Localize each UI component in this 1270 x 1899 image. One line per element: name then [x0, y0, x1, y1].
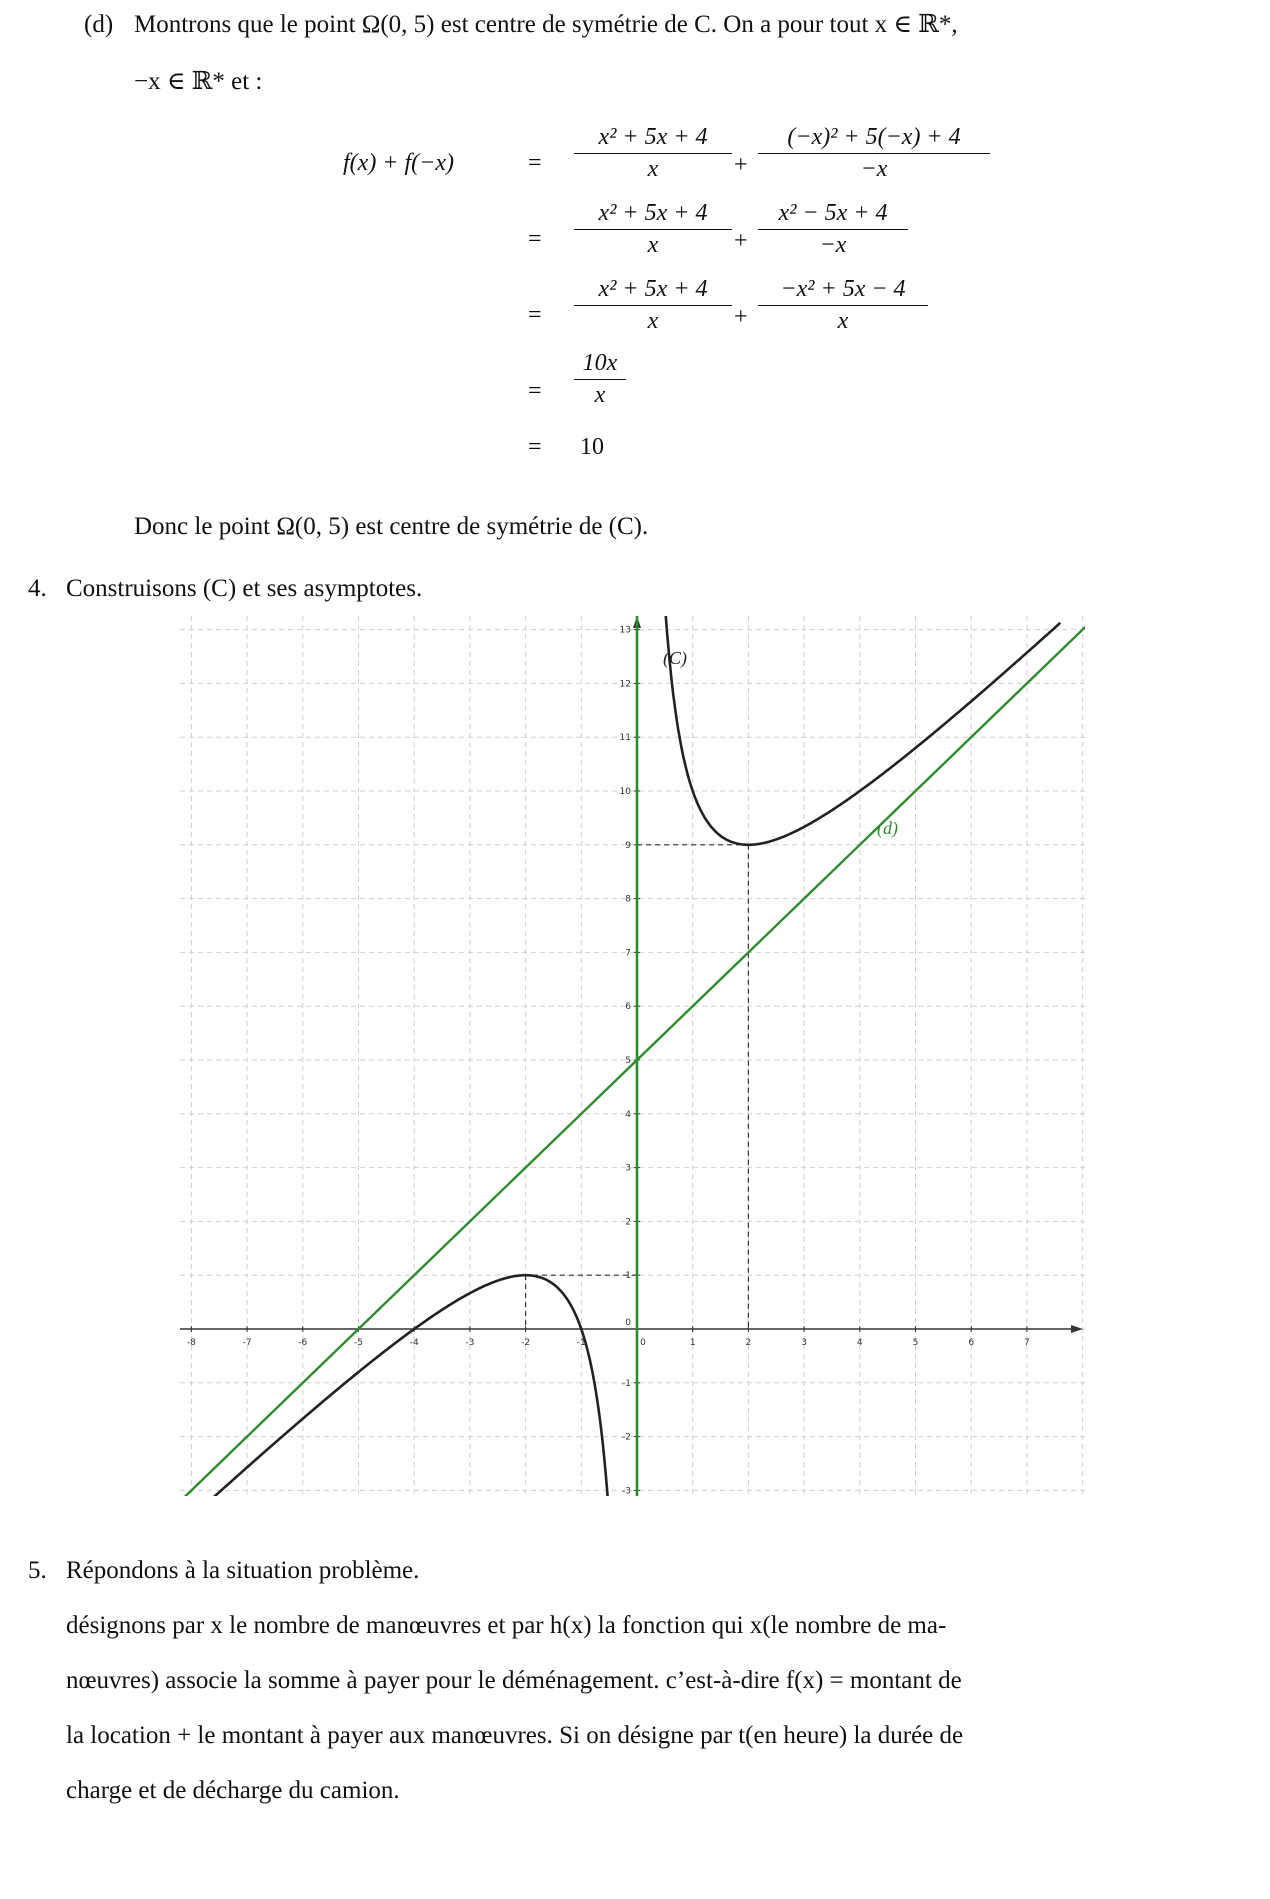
- y-tick-label: 0: [625, 1318, 631, 1328]
- numerator: x² + 5x + 4: [574, 124, 732, 154]
- paragraph-line-3: la location + le montant à payer aux manœuvres. Si on désigne par t(en heure) la durée de: [66, 1722, 964, 1749]
- section-5-number: 5.: [28, 1557, 47, 1584]
- y-tick-label: 13: [619, 625, 631, 636]
- x-tick-label: 0: [640, 1338, 646, 1348]
- x-tick-label: 4: [856, 1338, 863, 1348]
- y-tick-label: -3: [622, 1486, 631, 1496]
- grid: [180, 616, 1085, 1496]
- asymptote-label: (d): [877, 818, 898, 838]
- y-tick-label: 5: [625, 1056, 631, 1066]
- fraction: [758, 276, 928, 335]
- fraction: [574, 200, 732, 259]
- paragraph-line-1: désignons par x le nombre de manœuvres et par h(x) la fonction qui x(le nombre de ma-: [66, 1612, 947, 1639]
- curve-left-branch: [208, 1275, 608, 1496]
- y-tick-label: 11: [619, 733, 631, 744]
- equals-sign: =: [528, 378, 542, 404]
- x-tick-label: -2: [521, 1338, 531, 1348]
- numerator: (−x)² + 5(−x) + 4: [758, 124, 990, 154]
- y-tick-label: 12: [619, 679, 631, 690]
- denominator: −x: [819, 232, 847, 258]
- section-5-title: Répondons à la situation problème.: [66, 1557, 420, 1584]
- numerator: x² + 5x + 4: [574, 276, 732, 306]
- plus-sign: +: [734, 152, 748, 178]
- x-tick-label: -7: [242, 1338, 252, 1348]
- denominator: x: [647, 232, 659, 258]
- x-tick-label: 5: [912, 1338, 919, 1348]
- x-tick-label: -4: [409, 1338, 419, 1348]
- plotted-curves: [180, 616, 1085, 1496]
- y-tick-label: 7: [625, 948, 631, 959]
- symmetry-conclusion: Donc le point Ω(0, 5) est centre de symétrie de (C).: [134, 513, 649, 540]
- y-tick-label: 6: [625, 1002, 631, 1013]
- curve-right-branch: [653, 616, 1060, 845]
- y-tick-label: -1: [622, 1378, 631, 1389]
- oblique-asymptote: [180, 616, 1085, 1496]
- denominator: x: [647, 156, 659, 182]
- x-tick-label: -6: [298, 1338, 308, 1348]
- equation-lhs: f(x) + f(−x): [343, 150, 454, 176]
- y-tick-label: 3: [625, 1163, 631, 1174]
- plus-sign: +: [734, 304, 748, 330]
- y-tick-label: -2: [622, 1432, 631, 1443]
- x-tick-label: -1: [576, 1338, 586, 1348]
- paragraph-line-4: charge et de décharge du camion.: [66, 1777, 400, 1804]
- numerator: −x² + 5x − 4: [758, 276, 928, 306]
- x-tick-label: -8: [186, 1338, 196, 1348]
- numerator: 10x: [574, 350, 626, 380]
- equals-sign: =: [528, 434, 542, 460]
- numerator: x² + 5x + 4: [574, 200, 732, 230]
- axes: [180, 616, 1083, 1496]
- y-tick-label: 8: [625, 894, 631, 905]
- equation-result: 10: [580, 434, 604, 460]
- denominator: x: [647, 308, 659, 334]
- fraction: [574, 124, 732, 183]
- fraction: [758, 200, 908, 259]
- y-tick-label: 10: [619, 787, 631, 797]
- x-axis-arrow: [1071, 1325, 1083, 1333]
- fraction: [574, 350, 626, 409]
- paragraph-line-2: nœuvres) associe la somme à payer pour le déménagement. c’est-à-dire f(x) = montant de: [66, 1667, 962, 1694]
- x-tick-label: 1: [689, 1338, 696, 1348]
- x-tick-label: -5: [354, 1338, 363, 1348]
- y-tick-label: 9: [625, 840, 631, 851]
- x-tick-label: 7: [1024, 1338, 1030, 1348]
- denominator: −x: [860, 156, 888, 182]
- section-4-title: Construisons (C) et ses asymptotes.: [66, 575, 423, 602]
- y-tick-label: 2: [625, 1217, 631, 1228]
- function-graph: [180, 616, 1085, 1496]
- part-d-label: (d): [84, 11, 114, 38]
- equals-sign: =: [528, 150, 542, 176]
- denominator: x: [837, 308, 849, 334]
- equals-sign: =: [528, 226, 542, 252]
- equals-sign: =: [528, 302, 542, 328]
- curve-label: (C): [663, 648, 687, 668]
- x-tick-label: -3: [465, 1338, 475, 1348]
- section-4-number: 4.: [28, 575, 47, 602]
- denominator: x: [594, 382, 606, 408]
- part-d-intro-line-2: −x ∈ ℝ* et :: [134, 68, 263, 95]
- x-tick-label: 3: [801, 1338, 807, 1348]
- y-tick-label: 4: [625, 1109, 631, 1120]
- fraction: [758, 124, 990, 183]
- x-tick-label: 2: [745, 1338, 752, 1348]
- x-tick-label: 6: [968, 1338, 975, 1348]
- part-d-intro-line-1: Montrons que le point Ω(0, 5) est centre de symétrie de C. On a pour tout x ∈ ℝ*,: [134, 11, 958, 38]
- fraction: [574, 276, 732, 335]
- y-tick-label: 1: [625, 1271, 631, 1282]
- plus-sign: +: [734, 228, 748, 254]
- numerator: x² − 5x + 4: [758, 200, 908, 230]
